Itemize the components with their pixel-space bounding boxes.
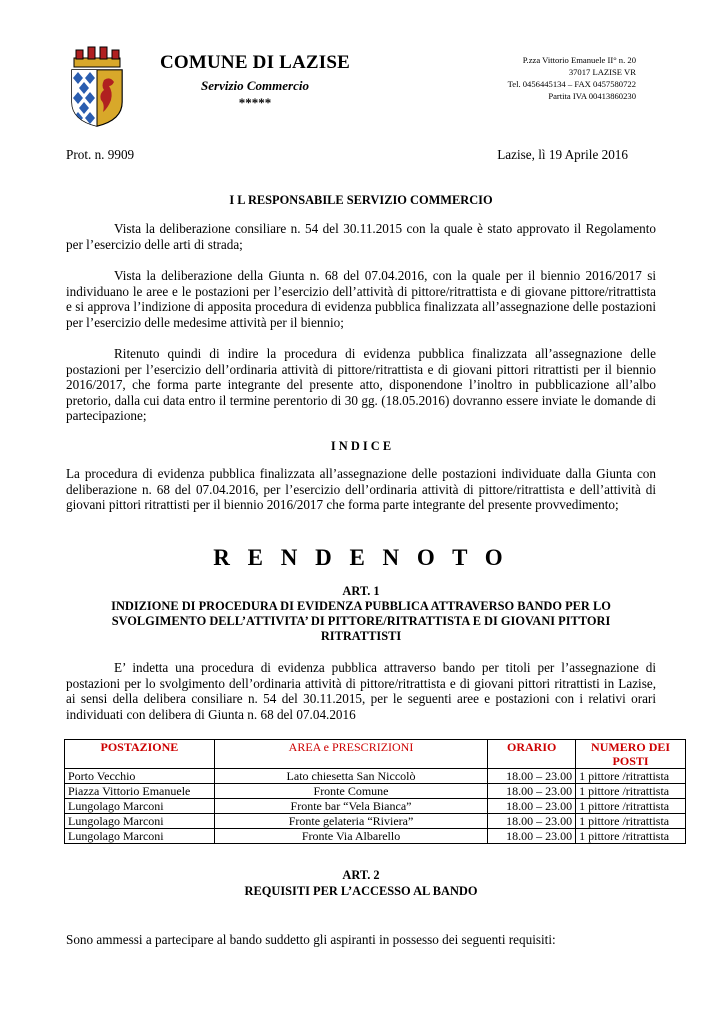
indice-heading: I N D I C E bbox=[330, 439, 392, 453]
paragraph-delibera-giunta: Vista la deliberazione della Giunta n. 68 del 07.04.2016, con la quale per il biennio 2016/2017 si individuano le aree e le postazioni per l’esercizio dell’attività di pittore/ritrattista e di giovane pittore/ritrattista e si approva l’indizione di apposita procedura di evidenza pubblica finalizzata all’assegnazione delle postazioni per l’esercizio delle medesime attività per il biennio; bbox=[66, 268, 656, 330]
art2-title: REQUISITI PER L’ACCESSO AL BANDO bbox=[244, 884, 478, 898]
header-stars: ***** bbox=[238, 95, 272, 110]
cell-orario: 18.00 – 23.00 bbox=[488, 814, 576, 829]
art1-title: INDIZIONE DI PROCEDURA DI EVIDENZA PUBBLICA ATTRAVERSO BANDO PER LO SVOLGIMENTO DELL’ATTIVITA’ DI PITTORE/RITRATTISTA E DI GIOVANI PITTORI RITRATTISTI bbox=[111, 599, 611, 643]
postazioni-table bbox=[64, 739, 686, 844]
table-row bbox=[65, 814, 686, 829]
cell-orario: 18.00 – 23.00 bbox=[488, 829, 576, 844]
address-line: 37017 LAZISE VR bbox=[568, 67, 636, 77]
art2-number: ART. 2 bbox=[342, 868, 380, 882]
art2-text: Sono ammessi a partecipare al bando suddetto gli aspiranti in possesso dei seguenti requisiti: bbox=[66, 932, 556, 947]
header-title-block bbox=[150, 52, 360, 111]
rende-noto-heading: R E N D E N O T O bbox=[213, 545, 509, 570]
header-orario: ORARIO bbox=[488, 740, 576, 769]
cell-posti: 1 pittore /ritrattista bbox=[576, 814, 686, 829]
table-row bbox=[65, 784, 686, 799]
table-row bbox=[65, 829, 686, 844]
cell-postazione: Lungolago Marconi bbox=[65, 814, 215, 829]
protocol-number: Prot. n. 9909 bbox=[66, 147, 135, 162]
cell-postazione: Lungolago Marconi bbox=[65, 799, 215, 814]
responsabile-heading: I L RESPONSABILE SERVIZIO COMMERCIO bbox=[229, 193, 493, 207]
cell-area: Fronte Comune bbox=[214, 784, 487, 799]
art1-text: E’ indetta una procedura di evidenza pubblica attraverso bando per titoli per l’assegnazione di postazioni per lo svolgimento dell’ordinaria attività di pittore/ritrattista e di giovani pittori ritrattisti in Lazise, ai sensi della delibera consiliare n. 54 del 30.11.2015, per le seguenti aree e postazioni con i relativi orari individuati con delibera di Giunta n. 68 del 07.04.2016 bbox=[66, 660, 656, 722]
cell-posti: 1 pittore /ritrattista bbox=[576, 769, 686, 784]
cell-orario: 18.00 – 23.00 bbox=[488, 769, 576, 784]
cell-posti: 1 pittore /ritrattista bbox=[576, 799, 686, 814]
cell-posti: 1 pittore /ritrattista bbox=[576, 784, 686, 799]
indice-text: La procedura di evidenza pubblica finalizzata all’assegnazione delle postazioni individuate dalla Giunta con deliberazione n. 68 del 07.04.2016, per l’esercizio dell’ordinaria attività di pittore/ritrattista e dell’attività di giovani pittori ritrattisti per il biennio 2016/2017 che forma parte integrante del presente provvedimento; bbox=[66, 466, 656, 513]
cell-orario: 18.00 – 23.00 bbox=[488, 799, 576, 814]
table-row bbox=[65, 769, 686, 784]
cell-orario: 18.00 – 23.00 bbox=[488, 784, 576, 799]
table-header-row bbox=[65, 740, 686, 769]
address-line: Partita IVA 00413860230 bbox=[548, 91, 636, 101]
servizio-subtitle: Servizio Commercio bbox=[201, 78, 309, 93]
address-block bbox=[508, 54, 636, 102]
table-row bbox=[65, 799, 686, 814]
cell-area: Lato chiesetta San Niccolò bbox=[214, 769, 487, 784]
comune-title: COMUNE DI LAZISE bbox=[159, 52, 351, 73]
municipal-crest-icon bbox=[66, 44, 128, 128]
address-line: P.zza Vittorio Emanuele II° n. 20 bbox=[522, 55, 636, 65]
cell-area: Fronte bar “Vela Bianca” bbox=[214, 799, 487, 814]
art1-number: ART. 1 bbox=[342, 584, 380, 598]
cell-postazione: Lungolago Marconi bbox=[65, 829, 215, 844]
address-line: Tel. 0456445134 – FAX 0457580722 bbox=[507, 79, 636, 89]
cell-area: Fronte gelateria “Riviera” bbox=[214, 814, 487, 829]
cell-posti: 1 pittore /ritrattista bbox=[576, 829, 686, 844]
header-area: AREA e PRESCRIZIONI bbox=[214, 740, 487, 769]
header-postazione: POSTAZIONE bbox=[65, 740, 215, 769]
header-numero-posti: NUMERO DEI POSTI bbox=[576, 740, 686, 769]
document-date: Lazise, lì 19 Aprile 2016 bbox=[497, 147, 628, 162]
paragraph-delibera-consiliare: Vista la deliberazione consiliare n. 54 del 30.11.2015 con la quale è stato approvato il Regolamento per l’esercizio delle arti di strada; bbox=[66, 221, 656, 252]
cell-postazione: Piazza Vittorio Emanuele bbox=[65, 784, 215, 799]
paragraph-ritenuto: Ritenuto quindi di indire la procedura di evidenza pubblica finalizzata all’assegnazione delle postazioni per l’esercizio dell’ordinaria attività di pittore/ritrattista e di giovani pittori ritrattisti per il biennio 2016/2017, che forma parte integrante del presente atto, disponendone l’inoltro in pubblicazione all’albo pretorio, dalla cui data entro il termine perentorio di 30 gg. (18.05.2016) dovranno essere inviate le domande di partecipazione; bbox=[66, 346, 656, 424]
cell-area: Fronte Via Albarello bbox=[214, 829, 487, 844]
cell-postazione: Porto Vecchio bbox=[65, 769, 215, 784]
